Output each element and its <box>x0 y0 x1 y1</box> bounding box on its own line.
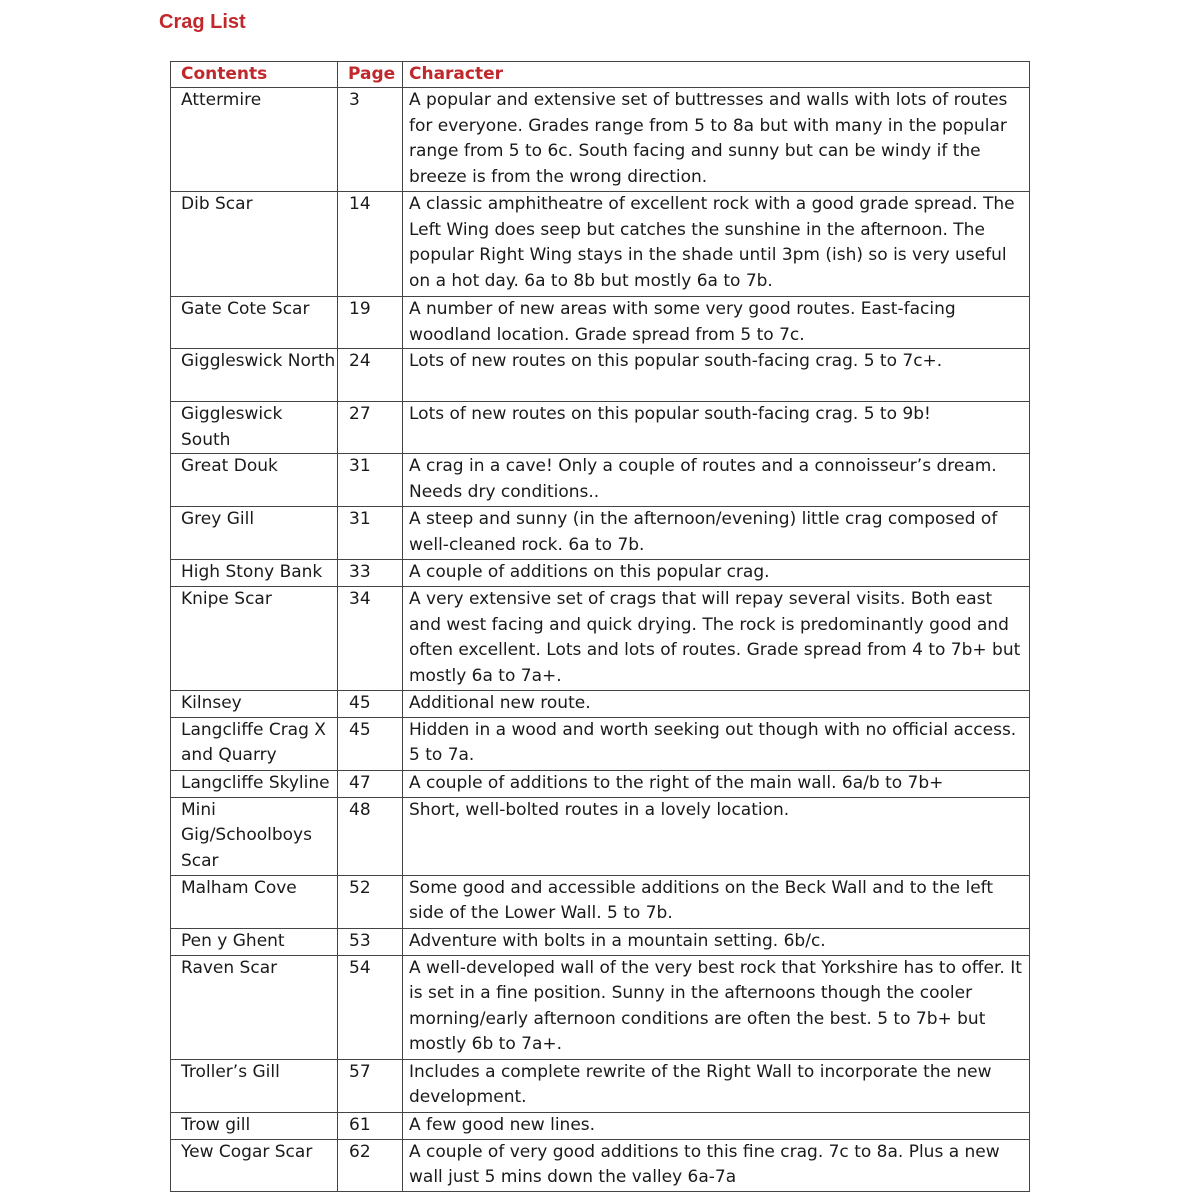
crag-character: Lots of new routes on this popular south-facing crag. 5 to 7c+. <box>403 349 1030 402</box>
crag-page: 31 <box>338 454 403 507</box>
crag-character: Includes a complete rewrite of the Right Wall to incorporate the new development. <box>403 1059 1030 1112</box>
crag-page: 48 <box>338 797 403 875</box>
crag-page: 24 <box>338 349 403 402</box>
crag-page: 61 <box>338 1112 403 1139</box>
crag-character: A couple of additions on this popular crag. <box>403 560 1030 587</box>
crag-character: A well-developed wall of the very best rock that Yorkshire has to offer. It is set in a fine position. Sunny in the afternoons though the cooler morning/early afternoon conditions are often the best. 5 to 7b+ but mostly 6b to 7a+. <box>403 955 1030 1059</box>
crag-character: Some good and accessible additions on the Beck Wall and to the left side of the Lower Wall. 5 to 7b. <box>403 875 1030 928</box>
table-body <box>171 88 1030 1192</box>
crag-name: Great Douk <box>171 454 338 507</box>
table-row <box>171 454 1030 507</box>
crag-name: Knipe Scar <box>171 587 338 691</box>
crag-page: 53 <box>338 928 403 955</box>
crag-name: Kilnsey <box>171 691 338 718</box>
header-contents: Contents <box>171 62 338 88</box>
crag-page: 3 <box>338 88 403 192</box>
crag-name: Giggleswick South <box>171 402 338 454</box>
crag-name: Troller’s Gill <box>171 1059 338 1112</box>
table-row <box>171 349 1030 402</box>
crag-page: 52 <box>338 875 403 928</box>
crag-page: 33 <box>338 560 403 587</box>
crag-page: 34 <box>338 587 403 691</box>
table-row <box>171 402 1030 454</box>
table-row <box>171 928 1030 955</box>
header-row <box>171 62 1030 88</box>
page-title: Crag List <box>159 11 246 33</box>
table-row <box>171 955 1030 1059</box>
table-header <box>171 62 1030 88</box>
crag-page: 27 <box>338 402 403 454</box>
crag-character: A crag in a cave! Only a couple of routes and a connoisseur’s dream. Needs dry conditions.. <box>403 454 1030 507</box>
table-row <box>171 1059 1030 1112</box>
table-row <box>171 587 1030 691</box>
crag-page: 31 <box>338 507 403 560</box>
crag-page: 45 <box>338 691 403 718</box>
table-row <box>171 1139 1030 1191</box>
crag-page: 57 <box>338 1059 403 1112</box>
crag-page: 62 <box>338 1139 403 1191</box>
crag-name: Pen y Ghent <box>171 928 338 955</box>
crag-name: Attermire <box>171 88 338 192</box>
crag-name: Gate Cote Scar <box>171 297 338 349</box>
table-row <box>171 797 1030 875</box>
table-row <box>171 88 1030 192</box>
crag-name: Dib Scar <box>171 192 338 297</box>
crag-name: Langcliffe Skyline <box>171 770 338 797</box>
crag-character: A steep and sunny (in the afternoon/evening) little crag composed of well-cleaned rock. 6a to 7b. <box>403 507 1030 560</box>
crag-character: A couple of very good additions to this fine crag. 7c to 8a. Plus a new wall just 5 mins down the valley 6a-7a <box>403 1139 1030 1191</box>
crag-name: Raven Scar <box>171 955 338 1059</box>
crag-character: Short, well-bolted routes in a lovely location. <box>403 797 1030 875</box>
header-character: Character <box>403 62 1030 88</box>
crag-character: A very extensive set of crags that will repay several visits. Both east and west facing and quick drying. The rock is predominantly good and often excellent. Lots and lots of routes. Grade spread from 4 to 7b+ but mostly 6a to 7a+. <box>403 587 1030 691</box>
table-row <box>171 875 1030 928</box>
crag-page: 45 <box>338 717 403 770</box>
crag-name: Malham Cove <box>171 875 338 928</box>
table-row <box>171 770 1030 797</box>
crag-name: Mini Gig/Schoolboys Scar <box>171 797 338 875</box>
crag-character: A number of new areas with some very good routes. East-facing woodland location. Grade spread from 5 to 7c. <box>403 297 1030 349</box>
table-row <box>171 507 1030 560</box>
crag-name: Yew Cogar Scar <box>171 1139 338 1191</box>
table-row <box>171 297 1030 349</box>
table-row <box>171 1112 1030 1139</box>
crag-name: Giggleswick North <box>171 349 338 402</box>
crag-name: Trow gill <box>171 1112 338 1139</box>
crag-page: 19 <box>338 297 403 349</box>
table-row <box>171 691 1030 718</box>
table-row <box>171 192 1030 297</box>
header-page: Page <box>338 62 403 88</box>
crag-character: A couple of additions to the right of the main wall. 6a/b to 7b+ <box>403 770 1030 797</box>
crag-character: Hidden in a wood and worth seeking out though with no official access. 5 to 7a. <box>403 717 1030 770</box>
table-row <box>171 560 1030 587</box>
crag-name: High Stony Bank <box>171 560 338 587</box>
crag-character: Lots of new routes on this popular south-facing crag. 5 to 9b! <box>403 402 1030 454</box>
crag-character: Adventure with bolts in a mountain setting. 6b/c. <box>403 928 1030 955</box>
crag-character: Additional new route. <box>403 691 1030 718</box>
crag-character: A classic amphitheatre of excellent rock with a good grade spread. The Left Wing does seep but catches the sunshine in the afternoon. The popular Right Wing stays in the shade until 3pm (ish) so is very useful on a hot day. 6a to 8b but mostly 6a to 7b. <box>403 192 1030 297</box>
table-row <box>171 717 1030 770</box>
crag-name: Grey Gill <box>171 507 338 560</box>
crag-table <box>170 61 1030 1192</box>
crag-character: A few good new lines. <box>403 1112 1030 1139</box>
crag-character: A popular and extensive set of buttresses and walls with lots of routes for everyone. Grades range from 5 to 8a but with many in the popular range from 5 to 6c. South facing and sunny but can be windy if the breeze is from the wrong direction. <box>403 88 1030 192</box>
crag-page: 47 <box>338 770 403 797</box>
crag-name: Langcliffe Crag X and Quarry <box>171 717 338 770</box>
crag-page: 14 <box>338 192 403 297</box>
crag-page: 54 <box>338 955 403 1059</box>
